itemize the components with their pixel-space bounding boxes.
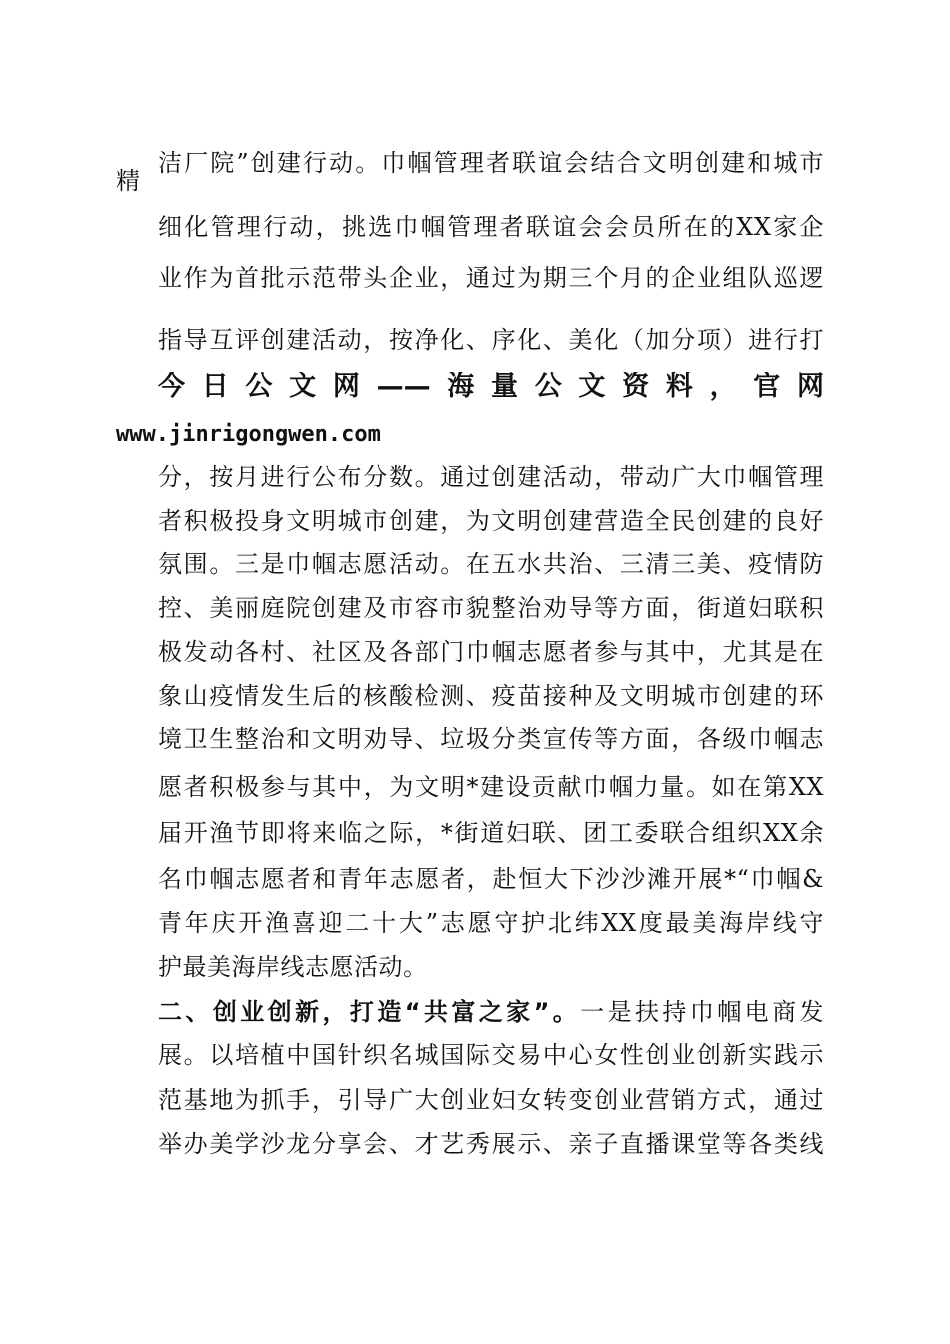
text-line: 洁厂院”创建行动。巾帼管理者联谊会结合文明创建和城市 [158,149,824,177]
text-line: 者积极投身文明城市创建，为文明创建营造全民创建的良好 [158,507,824,535]
text-line: 举办美学沙龙分享会、才艺秀展示、亲子直播课堂等各类线 [158,1130,824,1158]
text-line: 届开渔节即将来临之际，*街道妇联、团工委联合组织XX余 [158,819,824,847]
section-two-text: 一是扶持巾帼电商发 [580,998,824,1026]
text-line: 控、美丽庭院创建及市容市貌整治劝导等方面，街道妇联积 [158,594,824,622]
section-two-heading: 二、创业创新，打造“共富之家”。 [158,998,581,1026]
text-line: 范基地为抓手，引导广大创业妇女转变创业营销方式，通过 [158,1086,824,1114]
text-line: 精 [116,167,141,195]
text-line: 展。以培植中国针织名城国际交易中心女性创业创新实践示 [158,1041,824,1069]
text-line: 愿者积极参与其中，为文明*建设贡献巾帼力量。如在第XX [158,773,824,801]
text-line: 境卫生整治和文明劝导、垃圾分类宣传等方面，各级巾帼志 [158,725,824,753]
text-line: 青年庆开渔喜迎二十大”志愿守护北纬XX度最美海岸线守 [158,909,824,937]
text-line: 分，按月进行公布分数。通过创建活动，带动广大巾帼管理 [158,463,824,491]
text-line: 指导互评创建活动，按净化、序化、美化（加分项）进行打 [158,326,824,354]
text-line: 名巾帼志愿者和青年志愿者，赴恒大下沙沙滩开展*“巾帼& [158,865,824,893]
text-line: 极发动各村、社区及各部门巾帼志愿者参与其中，尤其是在 [158,638,824,666]
text-line: 护最美海岸线志愿活动。 [158,953,428,981]
text-line: 象山疫情发生后的核酸检测、疫苗接种及文明城市创建的环 [158,682,824,710]
text-line: 氛围。三是巾帼志愿活动。在五水共治、三清三美、疫情防 [158,550,824,578]
text-line: 业作为首批示范带头企业，通过为期三个月的企业组队巡逻 [158,264,824,292]
site-banner: 今日公文网——海量公文资料，官网 [158,372,824,402]
section-two-line [158,997,824,1027]
site-url: www.jinrigongwen.com [116,422,381,447]
text-line: 细化管理行动，挑选巾帼管理者联谊会会员所在的XX家企 [158,213,824,241]
